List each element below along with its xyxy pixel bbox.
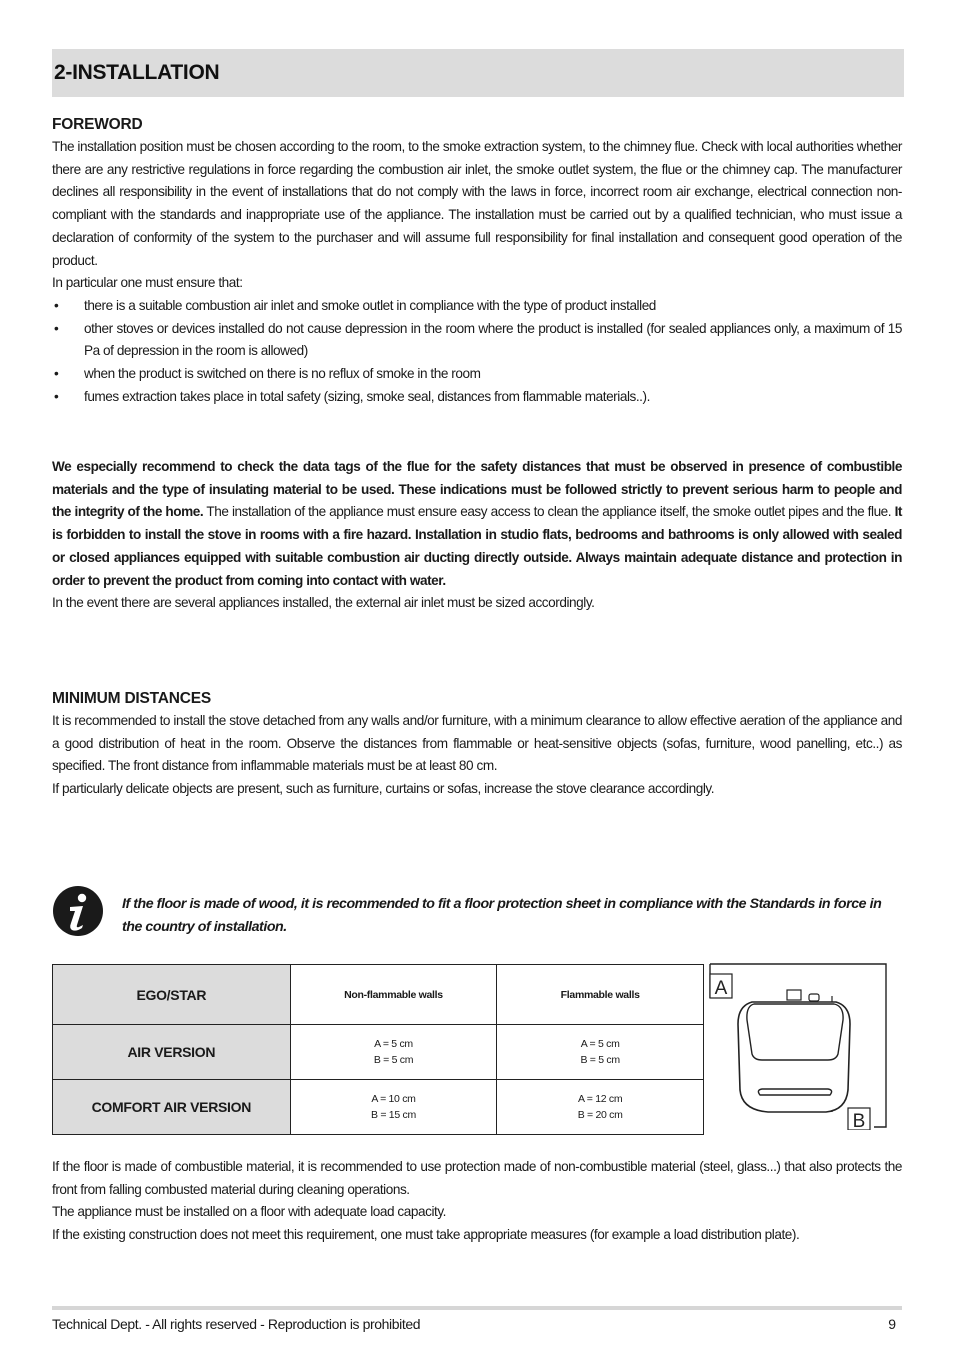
table-header-flammable: Flammable walls — [497, 965, 704, 1025]
minimum-distance-table — [52, 964, 704, 1135]
minimum-distances-paragraph: It is recommended to install the stove detached from any walls and/or furniture, with a minimum clearance to allow effective aeration of the appliance and a good distribution of heat in the room. Observe the distances from flammable or heat-sensitive objects (sofas, furniture, wood panelling, etc..) as specified. The front distance from inflammable materials must be at least 80 cm. — [52, 713, 902, 774]
floor-paragraph-1: If the floor is made of combustible material, it is recommended to use protection made of non-combustible material (steel, glass...) that also protects the front from falling combusted material during cleaning operations. — [52, 1159, 902, 1197]
label-b: B — [852, 1111, 866, 1130]
section-title-bar — [52, 49, 904, 97]
bullet-glyph: • — [54, 297, 59, 313]
recommendation-section — [52, 456, 902, 615]
bullet-glyph: • — [54, 388, 59, 404]
table-header-row — [53, 965, 704, 1025]
table-header-model: EGO/STAR — [53, 965, 291, 1025]
floor-paragraph-2: The appliance must be installed on a floor with adequate load capacity. — [52, 1204, 447, 1220]
minimum-distances-section — [52, 688, 902, 801]
floor-section — [52, 1156, 902, 1247]
foreword-paragraph: The installation position must be chosen according to the room, to the smoke extraction system, to the chimney flue. Check with local authorities whether there are any restrictive regulations in force regarding the combustion air inlet, the smoke outlet system, the flue or the chimney cap. The manufacturer declines all responsibility in the event of installations that do not comply with the laws in force, incorrect room air exchange, electrical connection non-compliant with the standards and inappropriate use of the appliance. The installation must be carried out by a qualified technician, who must issue a declaration of conformity of the system to the purchaser and will assume full responsibility for final installation and consequent good operation of the product. — [52, 139, 902, 268]
recommendation-paragraph: We especially recommend to check the data tags of the flue for the safety distances that must be observed in presence of combustible materials and the type of insulating material to be used. These indications must be followed strictly to prevent serious harm to people and the integrity of the home. The installation of the appliance must ensure easy access to clean the appliance itself, the smoke outlet pipes and the flue. It is forbidden to install the stove in rooms with a fire hazard. Installation in studio flats, bedrooms and bathrooms is only allowed with sealed or closed appliances equipped with suitable combustion air ducting directly outside. Always maintain adequate distance and protection in order to prevent the product from coming into contact with water. — [52, 459, 902, 588]
bullet-glyph: • — [54, 366, 59, 382]
table-cell: A = 5 cm B = 5 cm — [290, 1025, 497, 1080]
floor-protection-note: If the floor is made of wood, it is recommended to fit a floor protection sheet in compliance with the Standards in force in the country of installation. — [122, 896, 882, 935]
table-cell: A = 10 cm B = 15 cm — [290, 1080, 497, 1135]
table-row — [53, 1080, 704, 1135]
footer-copyright: Technical Dept. - All rights reserved - Reproduction is prohibited — [52, 1316, 421, 1332]
section-title: 2-INSTALLATION — [54, 61, 220, 84]
smoke-outlet — [787, 990, 801, 1000]
foreword-heading: FOREWORD — [52, 116, 143, 133]
foreword-bullet-list — [52, 295, 902, 409]
table-cell: A = 12 cm B = 20 cm — [497, 1080, 704, 1135]
info-icon — [52, 885, 104, 937]
list-item: • when the product is switched on there is no reflux of smoke in the room — [52, 363, 902, 386]
label-a: A — [714, 978, 728, 999]
list-item: • there is a suitable combustion air inlet and smoke outlet in compliance with the type of product installed — [52, 295, 902, 318]
stove-front-grille — [758, 1089, 831, 1095]
stove-clearance-diagram — [708, 962, 890, 1130]
floor-paragraph-3: If the existing construction does not meet this requirement, one must take appropriate measures (for example a load distribution plate). — [52, 1227, 800, 1243]
table-header-nonflammable: Non-flammable walls — [290, 965, 497, 1025]
table-cell: A = 5 cm B = 5 cm — [497, 1025, 704, 1080]
table-row-label: AIR VERSION — [53, 1025, 291, 1080]
list-item: • other stoves or devices installed do not cause depression in the room where the product is installed (for sealed appliances only, a maximum of 15 Pa of depression in the room is allowed) — [52, 318, 902, 363]
table-row-label: COMFORT AIR VERSION — [53, 1080, 291, 1135]
foreword-section — [52, 114, 902, 408]
air-inlet — [809, 994, 819, 1001]
foreword-intro: In particular one must ensure that: — [52, 275, 243, 291]
table-row — [53, 1025, 704, 1080]
list-item: • fumes extraction takes place in total safety (sizing, smoke seal, distances from flammable materials..). — [52, 386, 902, 409]
stove-top-panel — [747, 1004, 843, 1060]
recommendation-last: In the event there are several appliances installed, the external air inlet must be sized accordingly. — [52, 595, 595, 611]
page-number: 9 — [888, 1316, 896, 1332]
minimum-distances-paragraph-2: If particularly delicate objects are present, such as furniture, curtains or sofas, increase the stove clearance accordingly. — [52, 781, 715, 797]
minimum-distances-heading: MINIMUM DISTANCES — [52, 690, 212, 707]
bullet-glyph: • — [54, 320, 59, 336]
footer-divider — [52, 1306, 902, 1310]
